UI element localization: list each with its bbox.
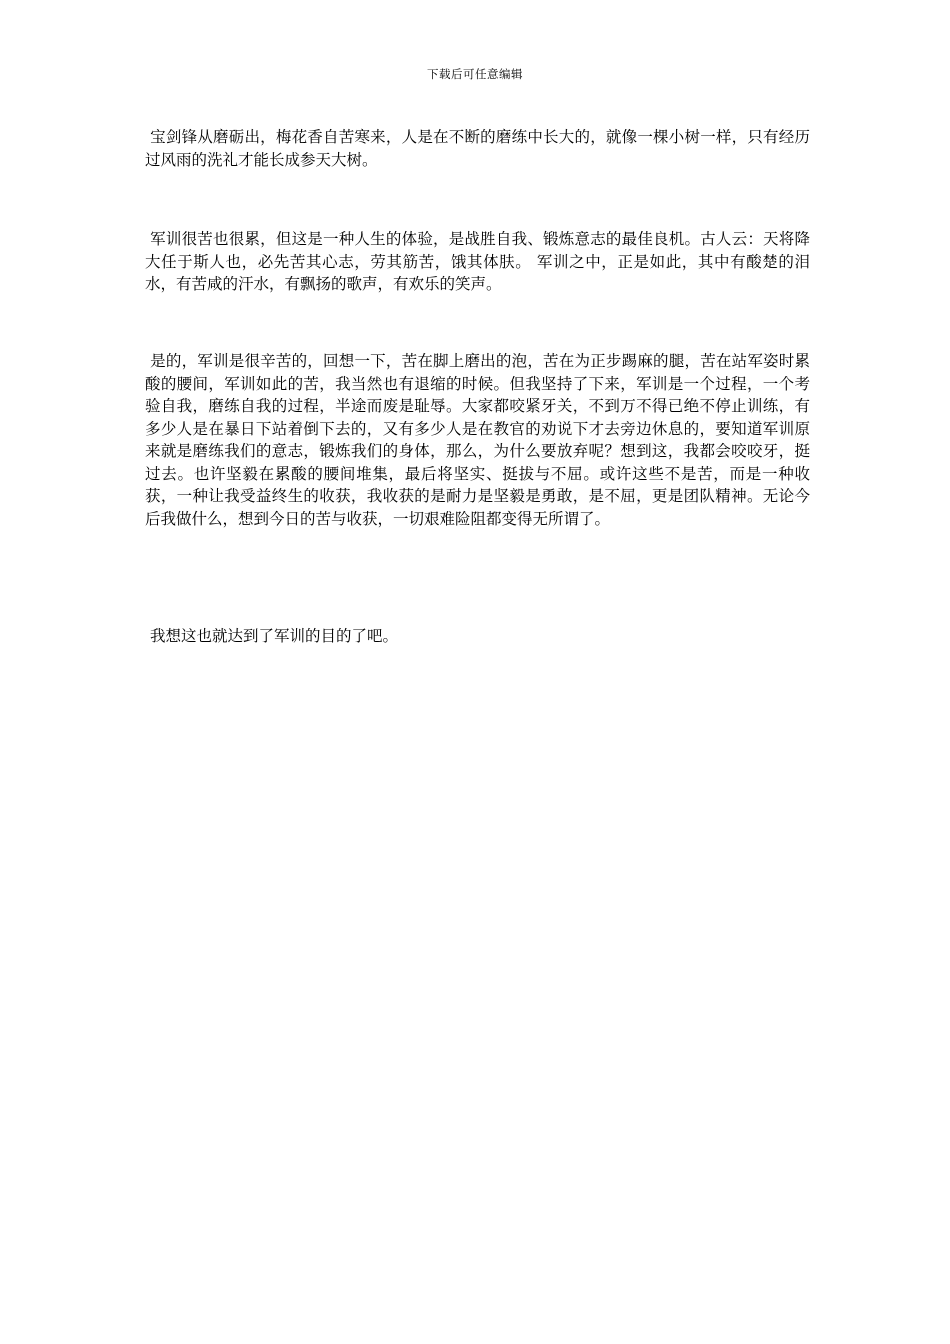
- paragraph-text: 军训很苦也很累，但这是一种人生的体验，是战胜自我、锻炼意志的最佳良机。古人云：天将降大任于斯人也，必先苦其心志，劳其筋苦，饿其体肤。 军训之中，正是如此，其中有酸楚的泪水，有苦咸的汗水，有飘扬的歌声，有欢乐的笑声。: [145, 230, 810, 293]
- paragraph-text: 是的，军训是很辛苦的，回想一下，苦在脚上磨出的泡，苦在为正步踢麻的腿，苦在站军姿时累酸的腰间，军训如此的苦，我当然也有退缩的时候。但我坚持了下来，军训是一个过程，一个考验自我，磨练自我的过程，半途而废是耻辱。大家都咬紧牙关，不到万不得已绝不停止训练，有多少人是在暴日下站着倒下去的，又有多少人是在教官的劝说下才去旁边休息的，要知道军训原来就是磨练我们的意志，锻炼我们的身体，那么，为什么要放弃呢？想到这，我都会咬咬牙，挺过去。也许坚毅在累酸的腰间堆集，最后将坚实、挺拔与不屈。或许这些不是苦，而是一种收获，一种让我受益终生的收获，我收获的是耐力是坚毅是勇敢，是不屈，更是团队精神。无论今后我做什么，想到今日的苦与收获，一切艰难险阻都变得无所谓了。: [145, 352, 810, 528]
- paragraph-text: 宝剑锋从磨砺出，梅花香自苦寒来，人是在不断的磨练中长大的，就像一棵小树一样，只有经历过风雨的洗礼才能长成参天大树。: [145, 128, 810, 169]
- page-header: 下载后可任意编辑: [427, 67, 523, 81]
- paragraph-text: 我想这也就达到了军训的目的了吧。: [145, 627, 398, 645]
- paragraph-4: [145, 625, 810, 648]
- paragraph-2: [145, 228, 810, 296]
- paragraph-1: [145, 126, 810, 171]
- paragraph-3: [145, 350, 810, 530]
